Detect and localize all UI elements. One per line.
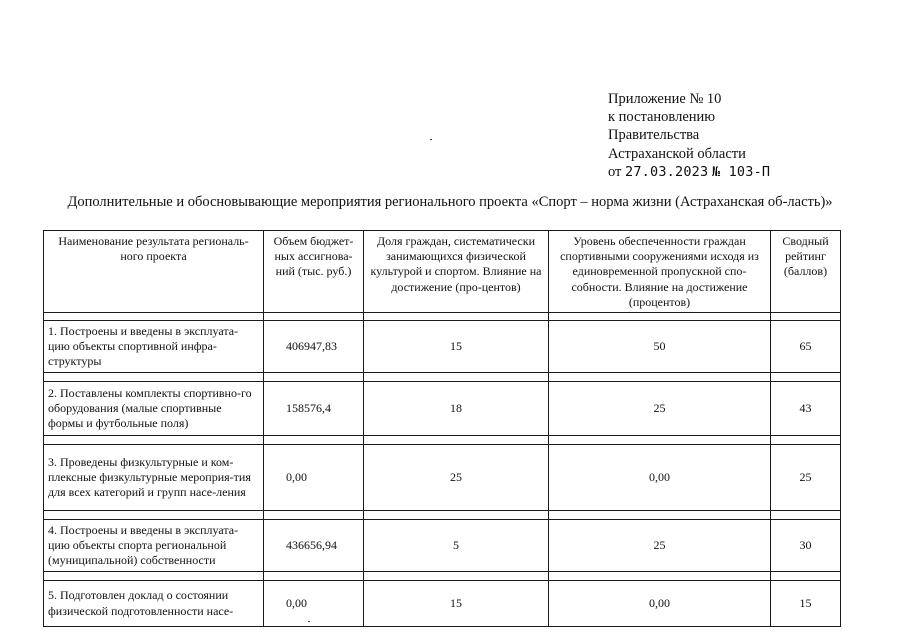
- row-result-name: 2. Поставлены комплекты спортивно-го оборудования (малые спортивные формы и футбольные поля): [44, 381, 264, 435]
- row-budget: 436656,94: [264, 519, 364, 571]
- row-result-name: 1. Построены и введены в эксплуата-цию объекты спортивной инфра-структуры: [44, 321, 264, 373]
- row-citizen-share: 15: [364, 580, 549, 626]
- row-rating: 65: [771, 321, 841, 373]
- appendix-region-line: Астраханской области: [608, 145, 746, 162]
- document-title: Дополнительные и обосновывающие мероприятия регионального проекта «Спорт – норма жизни (Астраханская об-ласть)»: [67, 194, 833, 210]
- scan-speck: [430, 139, 432, 140]
- table-row: [44, 519, 841, 571]
- row-gap: [44, 510, 841, 519]
- row-facility-provision: 0,00: [549, 444, 771, 510]
- header-budget: Объем бюджет-ных ассигнова-ний (тыс. руб.): [264, 231, 364, 313]
- header-citizen-share: Доля граждан, систематически занимающихся физической культурой и спортом. Влияние на достижение (про-центов): [364, 231, 549, 313]
- row-facility-provision: 25: [549, 381, 771, 435]
- appendix-number: Приложение № 10: [608, 91, 722, 107]
- table-row: [44, 444, 841, 510]
- row-result-name: 4. Построены и введены в эксплуата-цию объекты спорта региональной (муниципальной) собственности: [44, 519, 264, 571]
- measures-table: [43, 230, 841, 627]
- header-result-name: Наименование результата региональ-ного проекта: [44, 231, 264, 313]
- row-budget: 0,00: [264, 444, 364, 510]
- header-facility-provision: Уровень обеспеченности граждан спортивными сооружениями исходя из единовременной пропускной спо-собности. Влияние на достижение (процентов): [549, 231, 771, 313]
- row-budget: 0,00: [264, 580, 364, 626]
- table-row: [44, 580, 841, 626]
- table-header-row: [44, 231, 841, 313]
- row-citizen-share: 25: [364, 444, 549, 510]
- row-budget: 406947,83: [264, 321, 364, 373]
- row-gap: [44, 372, 841, 381]
- row-rating: 15: [771, 580, 841, 626]
- decree-number: № 103-П: [711, 163, 771, 180]
- header-separator: [44, 313, 841, 321]
- decree-date: 27.03.2023: [625, 163, 709, 180]
- header-rating: Сводный рейтинг (баллов): [771, 231, 841, 313]
- appendix-ref-line: к постановлению: [608, 109, 716, 126]
- row-gap: [44, 571, 841, 580]
- row-facility-provision: 25: [549, 519, 771, 571]
- date-prefix: от: [608, 163, 622, 180]
- row-gap: [44, 435, 841, 444]
- row-citizen-share: 5: [364, 519, 549, 571]
- row-budget: 158576,4: [264, 381, 364, 435]
- row-result-name: 5. Подготовлен доклад о состоянии физической подготовленности насе-: [44, 580, 264, 626]
- row-citizen-share: 15: [364, 321, 549, 373]
- row-facility-provision: 0,00: [549, 580, 771, 626]
- row-citizen-share: 18: [364, 381, 549, 435]
- appendix-authority-line: Правительства: [608, 127, 700, 144]
- table-row: [44, 381, 841, 435]
- table-row: [44, 321, 841, 373]
- appendix-block: [608, 90, 770, 181]
- row-rating: 25: [771, 444, 841, 510]
- row-rating: 30: [771, 519, 841, 571]
- row-rating: 43: [771, 381, 841, 435]
- row-facility-provision: 50: [549, 321, 771, 373]
- row-result-name: 3. Проведены физкультурные и ком-плексные физкультурные мероприя-тия для всех категорий и групп насе-ления: [44, 444, 264, 510]
- appendix-date-line: [608, 163, 770, 181]
